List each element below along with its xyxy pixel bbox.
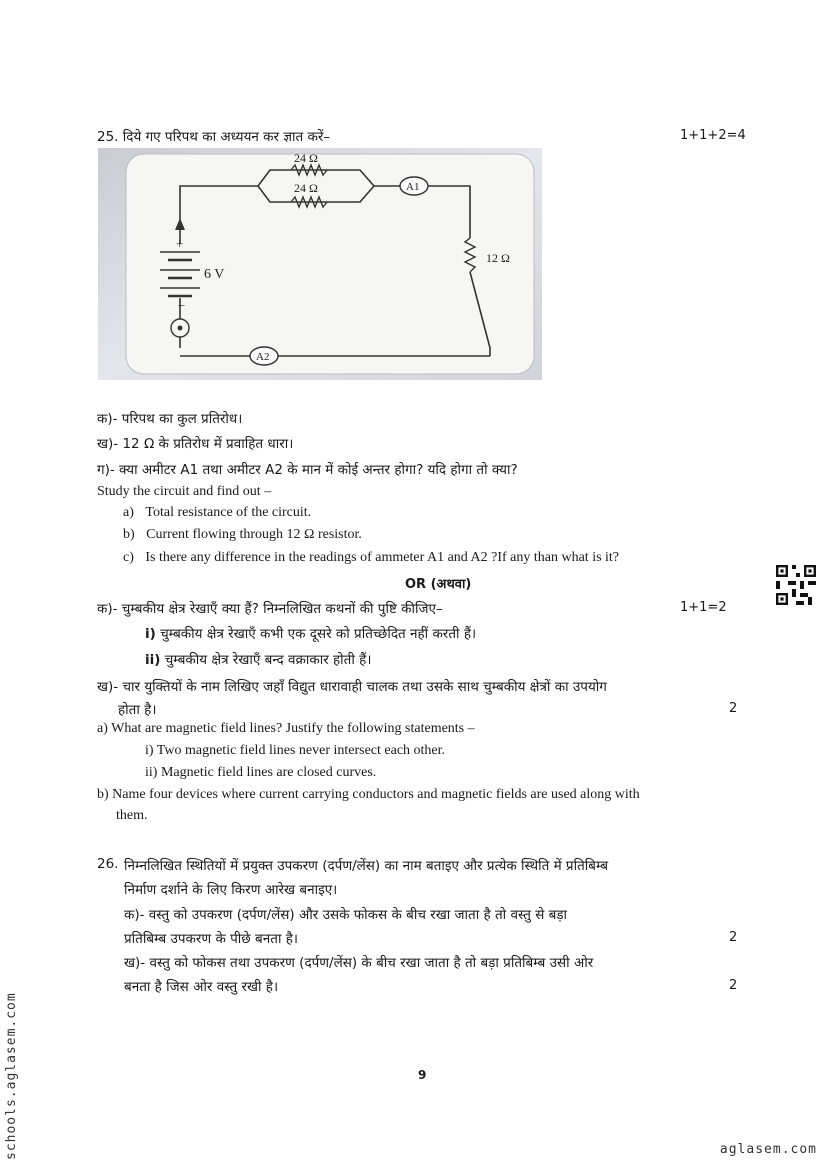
q26-part-kha-line1: ख)- वस्तु को फोकस तथा उपकरण (दर्पण/लेंस) के बीच रखा जाता है तो बड़ा प्रतिबिम्ब उसी ओर [124, 955, 594, 971]
q25or-part-kha-marks: 2 [729, 701, 738, 716]
q26-line2: निर्माण दर्शाने के लिए किरण आरेख बनाइए। [124, 882, 338, 898]
battery-label: 6 V [204, 267, 225, 282]
q25or-part-ka-marks: 1+1=2 [680, 600, 727, 615]
text: Current flowing through 12 Ω resistor. [146, 527, 362, 542]
q26-part-ka-line1: क)- वस्तु को उपकरण (दर्पण/लेंस) और उसके फोकस के बीच रखा जाता है तो वस्तु से बड़ा [124, 907, 568, 923]
q25or-en-a-i: i) Two magnetic field lines never intersect each other. [145, 743, 446, 758]
page-number: 9 [418, 1068, 427, 1082]
label: ii) [145, 652, 161, 668]
q26-part-kha-marks: 2 [729, 978, 738, 993]
q26-part-kha-line2: बनता है जिस ओर वस्तु रखी है। [124, 979, 279, 995]
q25or-sub-ii [145, 650, 371, 668]
ammeter-a2-label: A2 [256, 351, 270, 363]
q25or-sub-i [145, 624, 476, 642]
q25-part-ka: क)- परिपथ का कुल प्रतिरोध। [97, 411, 243, 427]
q25-heading [97, 127, 330, 145]
text: Is there any difference in the readings of ammeter A1 and A2 ?If any than what is it? [145, 550, 620, 565]
label: i) [145, 626, 156, 642]
text: चुम्बकीय क्षेत्र रेखाएँ कभी एक दूसरे को प्रतिच्छेदित नहीं करती हैं। [160, 626, 477, 642]
q26-number: 26. [97, 856, 119, 872]
q25-en-part-c [123, 550, 619, 566]
q25-number: 25. [97, 129, 119, 145]
q25-part-ga: ग)- क्या अमीटर A1 तथा अमीटर A2 के मान में कोई अन्तर होगा? यदि होगा तो क्या? [97, 462, 518, 478]
q25-en-part-a [123, 505, 311, 521]
q25-part-kha: ख)- 12 Ω के प्रतिरोध में प्रवाहित धारा। [97, 436, 294, 452]
q25or-part-ka: क)- चुम्बकीय क्षेत्र रेखाएँ क्या हैं? निम्नलिखित कथनों की पुष्टि कीजिए– [97, 601, 443, 617]
q25-marks: 1+1+2=4 [680, 128, 746, 143]
q25-title: दिये गए परिपथ का अध्ययन कर ज्ञात करें– [122, 129, 331, 145]
q25or-en-a: a) What are magnetic field lines? Justify the following statements – [97, 721, 475, 736]
battery-plus: + [176, 236, 184, 251]
resistor-24-top-label: 24 Ω [294, 151, 318, 165]
circuit-diagram [98, 148, 542, 380]
q25or-en-a-ii: ii) Magnetic field lines are closed curves. [145, 765, 377, 780]
watermark-side: schools.aglasem.com [4, 992, 19, 1160]
label: a) [123, 505, 134, 520]
circuit-svg [98, 148, 542, 380]
ammeter-a1-label: A1 [406, 181, 420, 193]
watermark-bottom: aglasem.com [719, 1142, 817, 1157]
q26-part-ka-line2: प्रतिबिम्ब उपकरण के पीछे बनता है। [124, 931, 299, 947]
q26-line1: निम्नलिखित स्थितियों में प्रयुक्त उपकरण (दर्पण/लेंस) का नाम बताइए और प्रत्येक स्थिति में प्रतिबिम्ब [124, 858, 609, 874]
or-label: OR (अथवा) [405, 577, 472, 592]
q26-part-ka-marks: 2 [729, 930, 738, 945]
battery-minus: − [178, 298, 186, 313]
label: b) [123, 527, 135, 542]
qr-code-icon [776, 565, 816, 605]
resistor-24-bottom-label: 24 Ω [294, 181, 318, 195]
resistor-12-label: 12 Ω [486, 251, 510, 265]
q25or-en-b-line1: b) Name four devices where current carrying conductors and magnetic fields are used along with [97, 787, 640, 802]
q25or-en-b-line2: them. [116, 808, 148, 823]
q25or-part-kha-line1: ख)- चार युक्तियों के नाम लिखिए जहाँ विद्युत धारावाही चालक तथा उसके साथ चुम्बकीय क्षेत्रों का उपयोग [97, 679, 607, 695]
q25-en-intro: Study the circuit and find out – [97, 484, 272, 499]
label: c) [123, 550, 134, 565]
q25or-part-kha-line2: होता है। [118, 702, 157, 718]
text: Total resistance of the circuit. [145, 505, 312, 520]
q25-en-part-b [123, 527, 362, 543]
text: चुम्बकीय क्षेत्र रेखाएँ बन्द वक्राकार होती हैं। [164, 652, 372, 668]
